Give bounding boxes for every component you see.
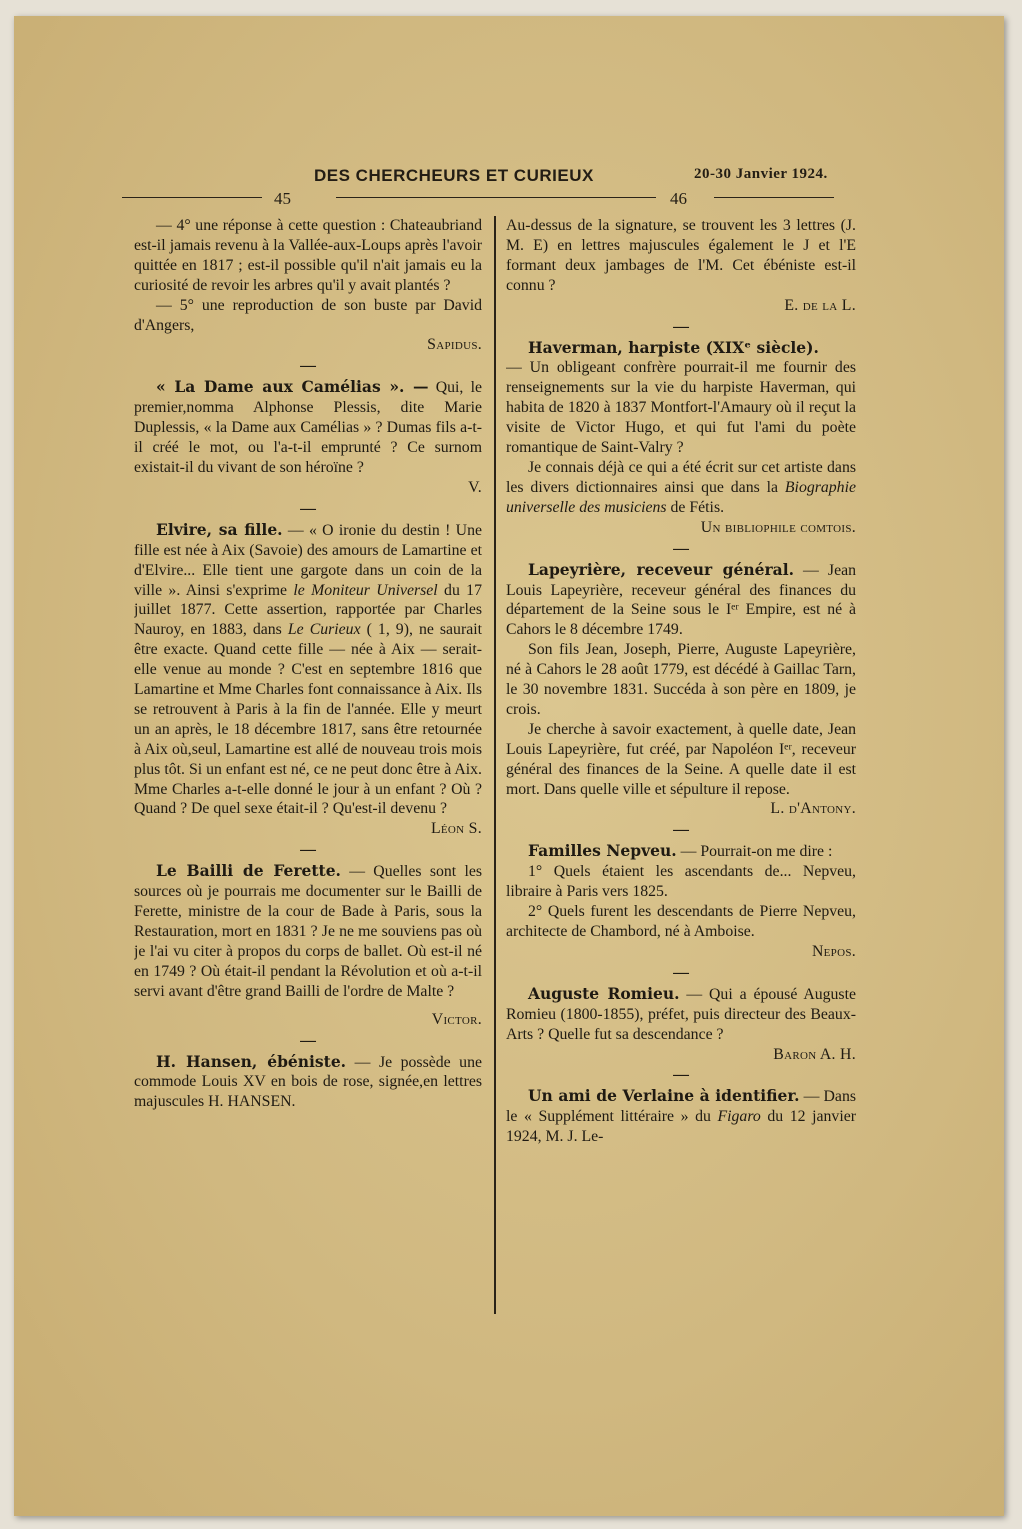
article-heading: « La Dame aux Camélias ». — [156, 377, 429, 397]
article-heading: Auguste Romieu. [528, 983, 680, 1003]
page-number-right: 46 [670, 189, 687, 208]
article-heading: Familles Nepveu. [528, 841, 677, 861]
page-sheet [14, 16, 1004, 1516]
article-heading: Elvire, sa fille. [156, 519, 283, 539]
page-number-left: 45 [274, 189, 291, 208]
signature: Sapidus. [427, 336, 482, 354]
article-body: — Quelles sont les sources où je pourrais me documenter sur le Bailli de Ferette, ministre de la cour de Bade à Paris, sous la Restauration, mort en 1831 ? Je ne me souviens pas où je l'ai vu citer à propos du corps de ballet. Où est-il né en 1749 ? Où était-il pendant la Révolution et où a-t-il servi avant d'être grand Bailli de l'ordre de Malte ? [134, 863, 482, 1000]
separator: — [673, 821, 689, 839]
paragraph: 2° Quels furent les descendants de Pierre Nepveu, architecte de Chambord, né à Amboise. [506, 903, 856, 940]
article-heading: Haverman, harpiste (XIXᵉ siècle). [528, 337, 819, 357]
paragraph: — Un obligeant confrère pourrait-il me fournir des renseignements sur la vie du harpiste Haverman, qui habita de 1820 à 1837 Montfort-l'Amaury où il reçut la visite de Victor Hugo, et qui fut l'ami du poète romantique de Saint-Valry ? [506, 359, 856, 457]
paragraph: Son fils Jean, Joseph, Pierre, Auguste Lapeyrière, né à Cahors le 28 août 1779, est décédé à Gaillac Tarn, le 30 novembre 1831. Succéda à son père en 1809, je crois. [506, 641, 856, 718]
separator: — [673, 1066, 689, 1084]
header-rule-right [714, 197, 834, 198]
article-body: Qui, le premier,nomma Alphonse Plessis, dite Marie Duplessis, « la Dame aux Camélias » ? Dumas fils a-t-il créé le mot, ou l'a-t-il emprunté ? Ce surnom existait-il du vivant de son héroïne ? [134, 379, 482, 476]
article-body: — Je possède une commode Louis XV en bois de rose, signée,en lettres majuscules H. HANSEN. [134, 1053, 482, 1111]
paragraph: — 4° une réponse à cette question : Chateaubriand est-il jamais revenu à la Vallée-aux-Loups après l'avoir quittée en 1817 ; est-il possible qu'il n'ait jamais eu la curiosité de revoir les arbres qu'il y avait plantés ? [134, 217, 482, 294]
article-dame-aux-camelias [134, 377, 482, 478]
signature: E. de la L. [784, 296, 856, 314]
article-verlaine: Un ami de Verlaine à identifier. — Dans le « Supplément littéraire » du Figaro du 12 janvier 1924, M. J. Le- [506, 1086, 856, 1146]
article-bailli-de-ferette [134, 861, 482, 1001]
signature: Léon S. [430, 820, 482, 838]
signature: L. d'Antony. [770, 800, 856, 818]
separator: — [673, 539, 689, 557]
paragraph: Au-dessus de la signature, se trouvent les 3 lettres (J. M. E) en lettres majuscules également le J et l'E formant deux jambages de l'M. Cet ébéniste est-il connu ? [506, 217, 856, 294]
right-column [506, 216, 856, 1321]
paragraph: Je connais déjà ce qui a été écrit sur cet artiste dans les divers dictionnaires ainsi que dans la Biographie universelle des musiciens de Fétis. [506, 458, 856, 516]
separator: — [300, 1031, 316, 1049]
separator: — [300, 841, 316, 859]
signature: Victor. [431, 1010, 482, 1028]
separator: — [673, 963, 689, 981]
article-haverman-heading [506, 338, 856, 359]
article-heading: Le Bailli de Ferette. [156, 861, 341, 881]
issue-date: 20-30 Janvier 1924. [694, 166, 828, 182]
paragraph: 1° Quels étaient les ascendants de... Nepveu, libraire à Paris vers 1825. [506, 863, 856, 901]
article-body: — Qui a épousé Auguste Romieu (1800-1855), préfet, puis directeur des Beaux-Arts ? Quelle fut sa descendance ? [506, 985, 856, 1043]
article-body: — Pourrait-on me dire : [676, 843, 833, 861]
article-lapeyriere [506, 560, 856, 641]
column-divider [494, 216, 496, 1314]
article-hansen [134, 1052, 482, 1113]
header-rule-center [336, 197, 656, 198]
article-body: — Jean Louis Lapeyrière, receveur général des finances du département de la Seine sous le Iᵉʳ Empire, est né à Cahors le 8 décembre 1749. [506, 561, 856, 639]
signature: Un bibliophile comtois. [700, 518, 856, 536]
paragraph: — 5° une reproduction de son buste par David d'Angers, [134, 296, 482, 334]
article-heading: H. Hansen, ébéniste. [156, 1051, 347, 1071]
signature: Baron A. H. [773, 1045, 856, 1063]
paragraph: Je cherche à savoir exactement, à quelle date, Jean Louis Lapeyrière, fut créé, par Napoléon Iᵉʳ, receveur général des finances de la Seine. A quelle date il est mort. Dans quelle ville et sépulture il repose. [506, 720, 856, 798]
separator: — [300, 357, 316, 375]
article-nepveu [506, 841, 856, 862]
left-column [134, 216, 482, 1321]
header-rule-left [122, 197, 262, 198]
article-elvire: Elvire, sa fille. — « O ironie du destin ! Une fille est née à Aix (Savoie) des amours de Lamartine et d'Elvire... Elle tient une gargote dans un coin de la ville ». Ainsi s'exprime le Moniteur Universel du 17 juillet 1877. Cette assertion, rapportée par Charles Nauroy, en 1883, dans Le Curieux ( 1, 9), ne saurait être exacte. Quand cette fille — née à Aix — serait-elle venue au monde ? C'est en septembre 1816 que Lamartine et Mme Charles font connaissance à Aix. Ils se retrouvent à Paris à la fin de l'année. Elle y meurt un an après, le 18 décembre 1817, sans être retournée à Aix où,seul, Lamartine est allé de nouveau trois mois plus tôt. Si un enfant est né, ce ne peut donc être à Aix. Mme Charles a-t-elle donné le jour à un enfant ? Où ? Quand ? De quel sexe était-il ? Qu'est-il devenu ? [134, 519, 482, 818]
signature: Nepos. [811, 942, 856, 960]
separator: — [673, 317, 689, 335]
signature: V. [468, 478, 482, 496]
running-head-title: DES CHERCHEURS ET CURIEUX [314, 166, 594, 185]
article-romieu [506, 984, 856, 1045]
article-heading: Un ami de Verlaine à identifier. [528, 1086, 800, 1106]
article-heading: Lapeyrière, receveur général. [528, 559, 794, 579]
separator: — [300, 499, 316, 517]
